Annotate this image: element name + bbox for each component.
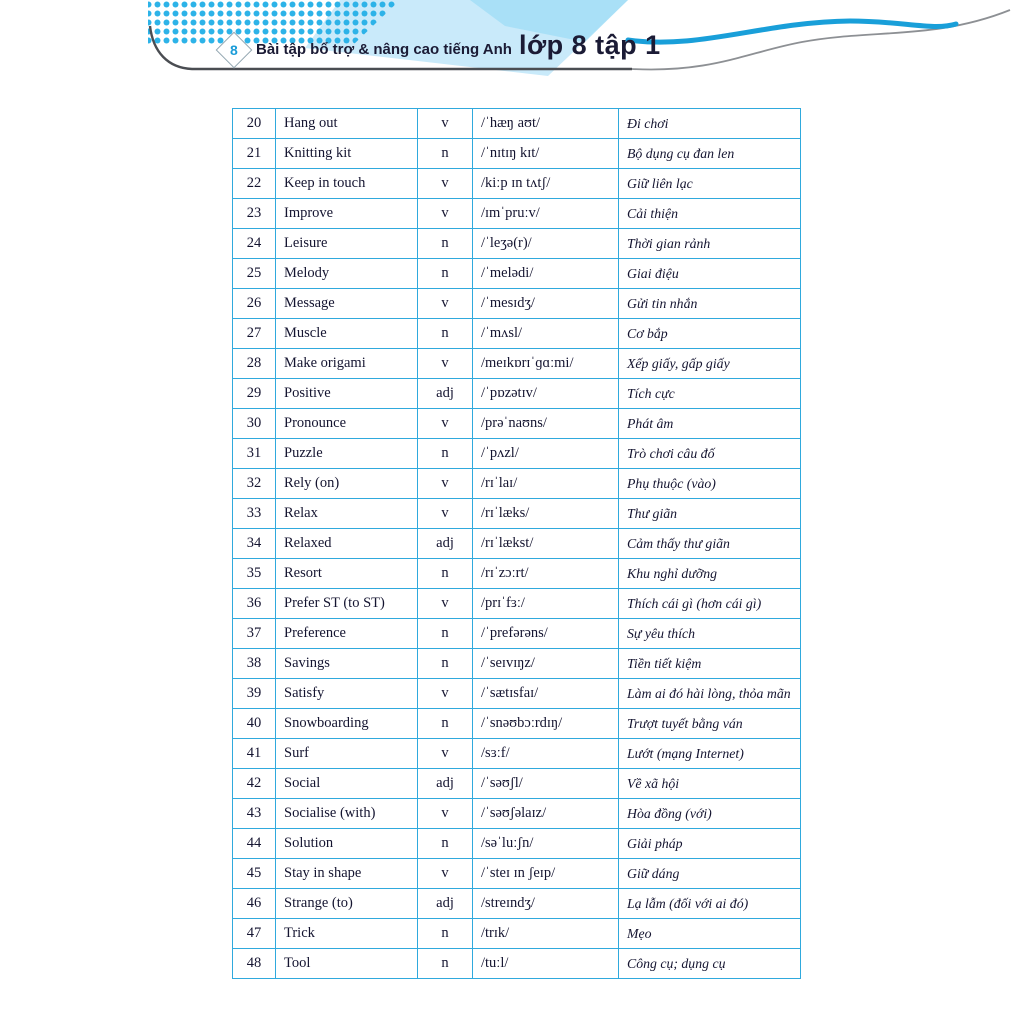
meaning-cell: Lạ lẫm (đối với ai đó) [619, 889, 801, 919]
ipa-cell: /ˈleʒə(r)/ [473, 229, 619, 259]
table-row [233, 589, 801, 619]
word-cell: Knitting kit [276, 139, 418, 169]
pos-cell: n [418, 649, 473, 679]
pos-cell: n [418, 919, 473, 949]
ipa-cell: /meɪkɒrɪˈɡɑːmi/ [473, 349, 619, 379]
meaning-cell: Giữ liên lạc [619, 169, 801, 199]
no-cell: 48 [233, 949, 276, 979]
ipa-cell: /ˈsætɪsfaɪ/ [473, 679, 619, 709]
ipa-cell: /ˈseɪvɪŋz/ [473, 649, 619, 679]
pos-cell: v [418, 109, 473, 139]
pos-cell: adj [418, 379, 473, 409]
pos-cell: v [418, 499, 473, 529]
no-cell: 28 [233, 349, 276, 379]
word-cell: Relaxed [276, 529, 418, 559]
no-cell: 29 [233, 379, 276, 409]
chapter-badge-number: 8 [230, 41, 238, 58]
ipa-cell: /tuːl/ [473, 949, 619, 979]
word-cell: Satisfy [276, 679, 418, 709]
word-cell: Melody [276, 259, 418, 289]
meaning-cell: Bộ dụng cụ đan len [619, 139, 801, 169]
pos-cell: v [418, 859, 473, 889]
word-cell: Strange (to) [276, 889, 418, 919]
pos-cell: n [418, 319, 473, 349]
pos-cell: n [418, 619, 473, 649]
word-cell: Improve [276, 199, 418, 229]
pos-cell: n [418, 559, 473, 589]
no-cell: 38 [233, 649, 276, 679]
table-row [233, 499, 801, 529]
pos-cell: v [418, 349, 473, 379]
word-cell: Relax [276, 499, 418, 529]
no-cell: 42 [233, 769, 276, 799]
table-row [233, 439, 801, 469]
ipa-cell: /sɜːf/ [473, 739, 619, 769]
pos-cell: v [418, 289, 473, 319]
ipa-cell: /ˈpʌzl/ [473, 439, 619, 469]
meaning-cell: Trượt tuyết bằng ván [619, 709, 801, 739]
meaning-cell: Xếp giấy, gấp giấy [619, 349, 801, 379]
ipa-cell: /ˈsəʊʃl/ [473, 769, 619, 799]
meaning-cell: Trò chơi câu đố [619, 439, 801, 469]
table-row [233, 769, 801, 799]
pos-cell: n [418, 439, 473, 469]
no-cell: 46 [233, 889, 276, 919]
meaning-cell: Sự yêu thích [619, 619, 801, 649]
table-row [233, 199, 801, 229]
no-cell: 24 [233, 229, 276, 259]
no-cell: 45 [233, 859, 276, 889]
word-cell: Hang out [276, 109, 418, 139]
table-row [233, 949, 801, 979]
no-cell: 41 [233, 739, 276, 769]
ipa-cell: /ˈmesɪdʒ/ [473, 289, 619, 319]
table-row [233, 319, 801, 349]
ipa-cell: /ɪmˈpruːv/ [473, 199, 619, 229]
pos-cell: n [418, 259, 473, 289]
pos-cell: v [418, 799, 473, 829]
table-row [233, 709, 801, 739]
ipa-cell: /rɪˈzɔːrt/ [473, 559, 619, 589]
word-cell: Prefer ST (to ST) [276, 589, 418, 619]
pos-cell: adj [418, 889, 473, 919]
meaning-cell: Đi chơi [619, 109, 801, 139]
pos-cell: v [418, 469, 473, 499]
table-row [233, 349, 801, 379]
table-row [233, 109, 801, 139]
pos-cell: v [418, 169, 473, 199]
no-cell: 36 [233, 589, 276, 619]
no-cell: 44 [233, 829, 276, 859]
table-row [233, 829, 801, 859]
no-cell: 35 [233, 559, 276, 589]
meaning-cell: Khu nghỉ dưỡng [619, 559, 801, 589]
table-row [233, 799, 801, 829]
table-row [233, 259, 801, 289]
ipa-cell: /ˈmʌsl/ [473, 319, 619, 349]
no-cell: 22 [233, 169, 276, 199]
meaning-cell: Công cụ; dụng cụ [619, 949, 801, 979]
meaning-cell: Thời gian rảnh [619, 229, 801, 259]
ipa-cell: /ˈsnəʊbɔːrdɪŋ/ [473, 709, 619, 739]
ipa-cell: /səˈluːʃn/ [473, 829, 619, 859]
word-cell: Trick [276, 919, 418, 949]
ipa-cell: /trɪk/ [473, 919, 619, 949]
table-row [233, 649, 801, 679]
meaning-cell: Phát âm [619, 409, 801, 439]
no-cell: 23 [233, 199, 276, 229]
no-cell: 37 [233, 619, 276, 649]
meaning-cell: Thư giãn [619, 499, 801, 529]
ipa-cell: /kiːp ɪn tʌtʃ/ [473, 169, 619, 199]
word-cell: Positive [276, 379, 418, 409]
vocab-table [232, 108, 801, 979]
vocab-table-wrap [232, 108, 801, 979]
meaning-cell: Phụ thuộc (vào) [619, 469, 801, 499]
word-cell: Puzzle [276, 439, 418, 469]
no-cell: 32 [233, 469, 276, 499]
no-cell: 34 [233, 529, 276, 559]
book-title-large: lớp 8 tập 1 [518, 30, 661, 60]
ipa-cell: /rɪˈlækst/ [473, 529, 619, 559]
pos-cell: adj [418, 769, 473, 799]
word-cell: Message [276, 289, 418, 319]
pos-cell: v [418, 589, 473, 619]
pos-cell: v [418, 199, 473, 229]
book-title [256, 30, 661, 61]
meaning-cell: Mẹo [619, 919, 801, 949]
table-row [233, 679, 801, 709]
ipa-cell: /ˈpɒzətɪv/ [473, 379, 619, 409]
ipa-cell: /ˈsəʊʃəlaɪz/ [473, 799, 619, 829]
word-cell: Savings [276, 649, 418, 679]
table-row [233, 289, 801, 319]
table-row [233, 559, 801, 589]
word-cell: Stay in shape [276, 859, 418, 889]
pos-cell: v [418, 679, 473, 709]
no-cell: 43 [233, 799, 276, 829]
ipa-cell: /ˈprefərəns/ [473, 619, 619, 649]
meaning-cell: Cơ bắp [619, 319, 801, 349]
table-row [233, 529, 801, 559]
meaning-cell: Về xã hội [619, 769, 801, 799]
pos-cell: n [418, 139, 473, 169]
no-cell: 40 [233, 709, 276, 739]
no-cell: 27 [233, 319, 276, 349]
word-cell: Resort [276, 559, 418, 589]
table-row [233, 889, 801, 919]
meaning-cell: Giải pháp [619, 829, 801, 859]
meaning-cell: Lướt (mạng Internet) [619, 739, 801, 769]
book-title-small: Bài tập bổ trợ & nâng cao tiếng Anh [256, 41, 512, 58]
table-row [233, 169, 801, 199]
meaning-cell: Cảm thấy thư giãn [619, 529, 801, 559]
pos-cell: n [418, 709, 473, 739]
pos-cell: n [418, 229, 473, 259]
vocab-table-body [233, 109, 801, 979]
ipa-cell: /ˈnɪtɪŋ kɪt/ [473, 139, 619, 169]
no-cell: 47 [233, 919, 276, 949]
word-cell: Social [276, 769, 418, 799]
word-cell: Leisure [276, 229, 418, 259]
meaning-cell: Tiền tiết kiệm [619, 649, 801, 679]
ipa-cell: /rɪˈlæks/ [473, 499, 619, 529]
ipa-cell: /rɪˈlaɪ/ [473, 469, 619, 499]
ipa-cell: /prəˈnaʊns/ [473, 409, 619, 439]
meaning-cell: Làm ai đó hài lòng, thỏa mãn [619, 679, 801, 709]
word-cell: Rely (on) [276, 469, 418, 499]
table-row [233, 859, 801, 889]
table-row [233, 139, 801, 169]
no-cell: 30 [233, 409, 276, 439]
pos-cell: v [418, 409, 473, 439]
word-cell: Make origami [276, 349, 418, 379]
word-cell: Socialise (with) [276, 799, 418, 829]
word-cell: Preference [276, 619, 418, 649]
pos-cell: v [418, 739, 473, 769]
ipa-cell: /ˈsteɪ ɪn ʃeɪp/ [473, 859, 619, 889]
pos-cell: adj [418, 529, 473, 559]
word-cell: Solution [276, 829, 418, 859]
no-cell: 31 [233, 439, 276, 469]
table-row [233, 919, 801, 949]
table-row [233, 409, 801, 439]
meaning-cell: Gửi tin nhắn [619, 289, 801, 319]
meaning-cell: Giữ dáng [619, 859, 801, 889]
word-cell: Muscle [276, 319, 418, 349]
table-row [233, 619, 801, 649]
table-row [233, 229, 801, 259]
meaning-cell: Giai điệu [619, 259, 801, 289]
meaning-cell: Tích cực [619, 379, 801, 409]
no-cell: 39 [233, 679, 276, 709]
no-cell: 26 [233, 289, 276, 319]
meaning-cell: Hòa đồng (với) [619, 799, 801, 829]
ipa-cell: /ˈmelədi/ [473, 259, 619, 289]
word-cell: Pronounce [276, 409, 418, 439]
ipa-cell: /ˈhæŋ aʊt/ [473, 109, 619, 139]
no-cell: 21 [233, 139, 276, 169]
word-cell: Snowboarding [276, 709, 418, 739]
ipa-cell: /prɪˈfɜː/ [473, 589, 619, 619]
ipa-cell: /streɪndʒ/ [473, 889, 619, 919]
word-cell: Keep in touch [276, 169, 418, 199]
table-row [233, 739, 801, 769]
table-row [233, 379, 801, 409]
pos-cell: n [418, 949, 473, 979]
meaning-cell: Thích cái gì (hơn cái gì) [619, 589, 801, 619]
table-row [233, 469, 801, 499]
word-cell: Tool [276, 949, 418, 979]
pos-cell: n [418, 829, 473, 859]
no-cell: 20 [233, 109, 276, 139]
no-cell: 33 [233, 499, 276, 529]
meaning-cell: Cải thiện [619, 199, 801, 229]
no-cell: 25 [233, 259, 276, 289]
word-cell: Surf [276, 739, 418, 769]
